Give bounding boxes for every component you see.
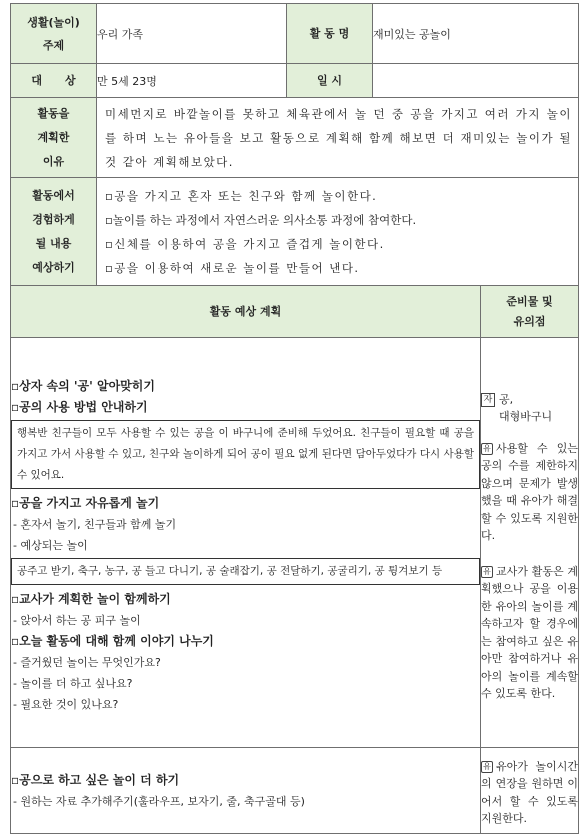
note-item: [481, 440, 578, 545]
plan-header-row: [11, 286, 579, 338]
step-detail: - 놀이를 더 하고 싶나요?: [13, 677, 133, 690]
materials-icon: 자: [481, 393, 495, 407]
guidance-box: 행복반 친구들이 모두 사용할 수 있는 공을 이 바구니에 준비해 두었어요. 친구들이 필요할 때 공을 가지고 가서 사용할 수 있고, 친구와 놀이하게 되어 공이 필요 없게 된다면 담아두었다가 다시 사용할 수 있어요.: [11, 420, 480, 489]
list-item: ▫놀이를 하는 과정에서 자연스러운 의사소통 과정에 참여한다.: [105, 212, 417, 227]
step-title: ▫상자 속의 '공' 알아맞히기: [11, 379, 155, 393]
date-value: [373, 64, 579, 98]
date-label: 일 시: [287, 64, 373, 98]
target-label: 대 상: [11, 64, 97, 98]
note-text: 유아가 놀이시간의 연장을 원하면 이어서 할 수 있도록 지원한다.: [481, 759, 579, 825]
reason-row: [11, 98, 579, 178]
step-title: ▫오늘 활동에 대해 함께 이야기 나누기: [11, 634, 214, 648]
lesson-plan-table: [10, 3, 579, 834]
step-title: ▫공의 사용 방법 안내하기: [11, 400, 148, 414]
note-icon: 유: [481, 443, 493, 455]
materials-text: 대형바구니: [499, 410, 553, 423]
target-value: 만 5세 23명: [97, 64, 287, 98]
materials-header: 준비물 및 유의점: [481, 286, 579, 338]
note-icon: 유: [481, 761, 493, 773]
experience-label: 활동에서 경험하게 될 내용 예상하기: [11, 178, 97, 286]
note-text: 교사가 활동은 계획했으나 공을 이용한 유아의 놀이를 계속하고자 할 경우에는 참여하고 싶은 유아만 참여하거나 유아의 놀이를 계속할 수 있도록 한다.: [481, 564, 579, 700]
note-text: 사용할 수 있는 공의 수를 제한하지 않으며 문제가 발생했을 때 유아가 해결 할 수 있도록 지원한다.: [481, 441, 579, 542]
materials-cell: [481, 748, 579, 834]
materials-line: [481, 391, 578, 409]
subject-row: [11, 4, 579, 64]
step-detail: - 원하는 자료 추가해주기(훌라우프, 보자기, 줄, 축구골대 등): [13, 794, 305, 808]
step-title: ▫교사가 계획한 놀이 함께하기: [11, 592, 171, 606]
target-row: [11, 64, 579, 98]
list-item: ▫신체를 이용하여 공을 가지고 즐겁게 놀이한다.: [105, 236, 385, 251]
experience-list: [97, 178, 579, 286]
step-detail: - 즐거웠던 놀이는 무엇인가요?: [13, 656, 161, 669]
plan-extra-row: [11, 748, 579, 834]
plan-header: 활동 예상 계획: [11, 286, 481, 338]
list-item: ▫공을 이용하여 새로운 놀이를 만들어 낸다.: [105, 260, 360, 275]
expected-play-box: 공주고 받기, 축구, 농구, 공 들고 다니기, 공 술래잡기, 공 전달하기, 공굴리기, 공 튕겨보기 등: [11, 558, 480, 585]
activity-label: 활 동 명: [287, 4, 373, 64]
subject-value: 우리 가족: [97, 4, 287, 64]
list-item: ▫공을 가지고 혼자 또는 친구와 함께 놀이한다.: [105, 188, 378, 203]
note-item: [481, 563, 578, 703]
plan-extra: [11, 748, 481, 834]
step-detail: - 예상되는 놀이: [13, 539, 88, 552]
materials-text: 공,: [499, 392, 514, 406]
note-item: [481, 758, 578, 828]
step-detail: - 앉아서 하는 공 피구 놀이: [13, 614, 141, 627]
subject-label: 생활(놀이) 주제: [11, 4, 97, 64]
step-detail: - 혼자서 놀기, 친구들과 함께 놀기: [13, 518, 177, 531]
materials-cell: [481, 338, 579, 748]
plan-body-row: [11, 338, 579, 748]
step-title: ▫공을 가지고 자유롭게 놀기: [11, 496, 160, 510]
activity-value: 재미있는 공놀이: [373, 4, 579, 64]
experience-row: [11, 178, 579, 286]
reason-label: 활동을 계획한 이유: [11, 98, 97, 178]
step-detail: - 필요한 것이 있나요?: [13, 698, 119, 711]
plan-body: [11, 338, 481, 748]
reason-text: 미세먼지로 바깥놀이를 못하고 체육관에서 놀 던 중 공을 가지고 여러 가지 놀이를 하며 노는 유아들을 보고 활동으로 계획해 함께 해보면 더 재미있는 놀이가 될 것 같아 계획해보았다.: [105, 106, 573, 169]
reason-cell: [97, 98, 579, 178]
note-icon: 유: [481, 566, 493, 578]
step-title: ▫공으로 하고 싶은 놀이 더 하기: [11, 772, 180, 787]
